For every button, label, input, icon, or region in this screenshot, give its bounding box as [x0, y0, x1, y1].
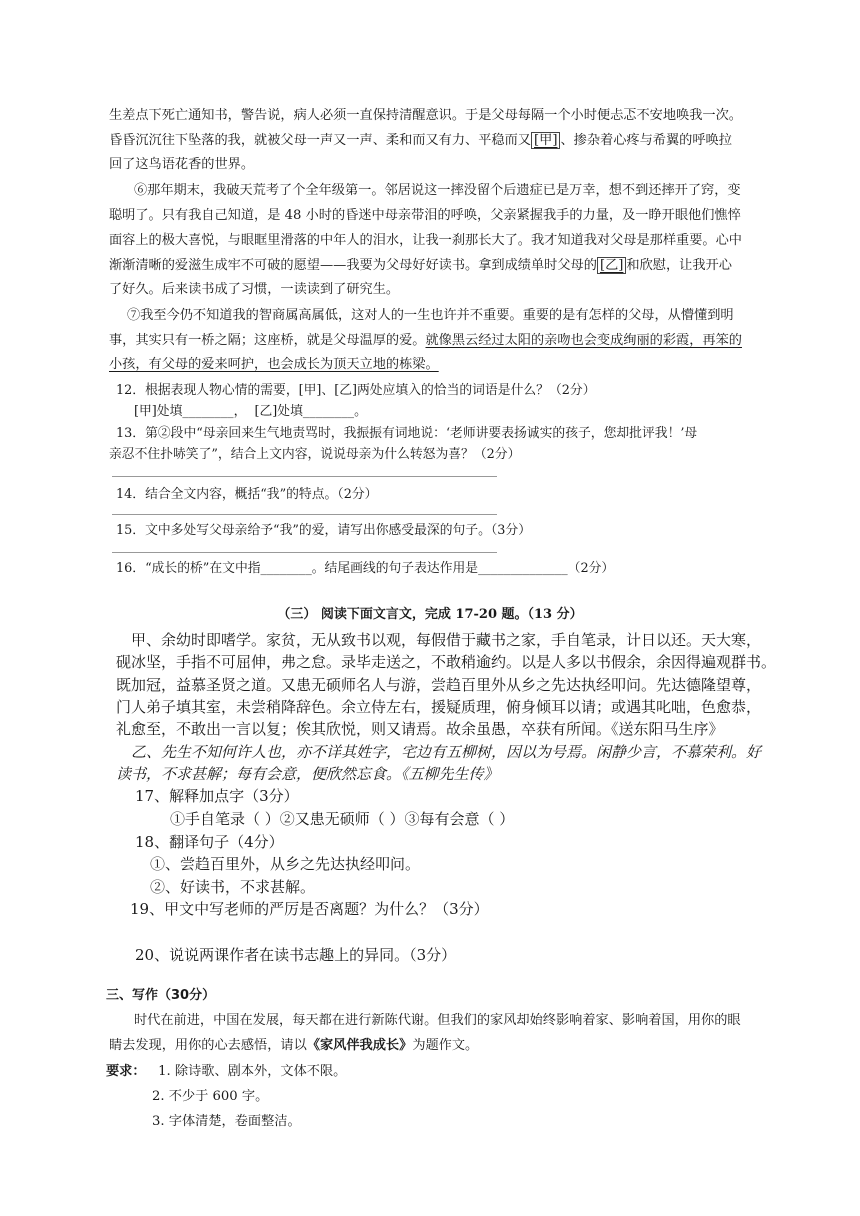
requirement-1: 1. 除诗歌、剧本外，文体不限。: [158, 1064, 347, 1079]
writing-prompt-line: 时代在前进，中国在发展，每天都在进行新陈代谢。但我们的家风却始终影响着家、影响着国，用你的眼: [134, 1013, 741, 1028]
question-12: 12．根据表现人物心情的需要，[甲]、[乙]两处应填入的恰当的词语是什么？（2分）: [116, 383, 596, 398]
question-13: 13．第②段中“母亲回来生气地责骂时，我振振有词地说：‘老师讲要表扬诚实的孩子，您却批评我！’母: [116, 426, 698, 441]
blank-jia: [甲]: [531, 132, 560, 149]
classical-jia-line: 既加冠，益慕圣贤之道。又患无硕师名人与游，尝趋百里外从乡之先达执经叩问。先达德隆望尊，: [116, 676, 762, 694]
requirements-label: 要求：: [106, 1064, 146, 1079]
question-19: 19、甲文中写老师的严厉是否离题？为什么？（3分）: [130, 900, 489, 918]
passage-text: 和欣慰，让我开心: [626, 258, 732, 273]
answer-line: [112, 552, 497, 553]
passage-text: 渐渐清晰的爱滋生成牢不可破的愿望——我要为父母好好读书。拿到成绩单时父母的: [109, 258, 597, 273]
classical-jia-line: 砚冰坚，手指不可屈伸，弗之怠。录毕走送之，不敢稍逾约。以是人多以书假余，余因得遍观群书。: [116, 653, 777, 671]
passage-line: [109, 131, 800, 151]
passage-line: 了好久。后来读书成了习惯，一读读到了研究生。: [109, 282, 400, 297]
requirement-1-line: [106, 1062, 800, 1082]
essay-title: 《家风伴我成长》: [306, 1038, 413, 1053]
underlined-sentence: 就像黑云经过太阳的亲吻也会变成绚丽的彩霞，再笨的: [425, 333, 742, 348]
writing-prompt-line: [109, 1036, 800, 1056]
writing-text: 为题作文。: [412, 1038, 479, 1053]
question-14: 14．结合全文内容，概括“我”的特点。（2分）: [116, 487, 378, 502]
passage-line: [109, 256, 800, 276]
question-13-cont: 亲忍不住扑哧笑了”，结合上文内容，说说母亲为什么转怒为喜？（2分）: [109, 447, 521, 462]
classical-jia-line: 甲、余幼时即嗜学。家贫，无从致书以观，每假借于藏书之家，手自笔录，计日以还。天大寒，: [131, 631, 762, 649]
question-20: 20、说说两课作者在读书志趣上的异同。（3分）: [135, 946, 457, 964]
question-17-items: ①手自笔录（ ）②又患无硕师（ ）③每有会意（ ）: [170, 810, 515, 828]
passage-text: 事，其实只有一桥之隔；这座桥，就是父母温厚的爱。: [109, 333, 426, 348]
writing-text: 睛去发现，用你的心去感悟，请以: [109, 1038, 307, 1053]
section-title: （三） 阅读下面文言文，完成 17-20 题。（13 分）: [277, 607, 583, 622]
classical-jia-line: 礼愈至，不敢出一言以复；俟其欣悦，则又请焉。故余虽愚，卒获有所闻。《送东阳马生序》: [116, 720, 724, 738]
passage-line: 面容上的极大喜悦，与眼眶里滑落的中年人的泪水，让我一刹那长大了。我才知道我对父母是那样重要。心中: [109, 233, 742, 248]
classical-yi-line: 读书，不求甚解；每有会意，便欣然忘食。《五柳先生传》: [116, 765, 499, 783]
question-16: 16．“成长的桥”在文中指________。结尾画线的句子表达作用是______________（2分）: [116, 561, 615, 576]
passage-line: ⑥那年期末，我破天荒考了个全年级第一。邻居说这一摔没留个后遗症已是万幸，想不到还摔开了窍，变: [134, 183, 741, 198]
passage-line: 回了这鸟语花香的世界。: [109, 157, 255, 172]
passage-line: [109, 355, 800, 375]
answer-line: [112, 476, 497, 477]
question-15: 15．文中多处写父母亲给予“我”的爱，请写出你感受最深的句子。（3分）: [116, 523, 532, 538]
question-18-2: ②、好读书，不求甚解。: [150, 878, 316, 896]
passage-line: 聪明了。只有我自己知道，是 48 小时的昏迷中母亲带泪的呼唤，父亲紧握我手的力量，及一睁开眼他们憔悴: [109, 208, 741, 223]
question-12-fill: [134, 402, 800, 422]
passage-line: [109, 331, 800, 351]
classical-yi-line: 乙、先生不知何许人也，亦不详其姓字，宅边有五柳树，因以为号焉。闲静少言，不慕荣利。好: [131, 743, 762, 761]
passage-line: ⑦我至今仍不知道我的智商属高属低，这对人的一生也许并不重要。重要的是有怎样的父母，从懵懂到明: [127, 308, 734, 323]
fill-yi: [乙]处填________。: [254, 404, 367, 419]
question-17: 17、解释加点字（3分）: [135, 787, 299, 805]
passage-text: 、掺杂着心疼与希翼的呼唤拉: [560, 133, 732, 148]
writing-heading: 三、写作（30分）: [106, 988, 216, 1003]
underlined-sentence: 小孩，有父母的爱来呵护，也会成长为顶天立地的栋梁。: [109, 357, 439, 372]
question-18: 18、翻译句子（4分）: [135, 833, 284, 851]
requirement-3: 3. 字体清楚，卷面整洁。: [152, 1114, 301, 1129]
question-18-1: ①、尝趋百里外，从乡之先达执经叩问。: [150, 855, 421, 873]
fill-jia: [甲]处填________，: [134, 404, 247, 419]
classical-jia-line: 门人弟子填其室，未尝稍降辞色。余立侍左右，援疑质理，俯身倾耳以请；或遇其叱咄，色愈恭，: [116, 698, 762, 716]
answer-line: [112, 514, 497, 515]
blank-yi: [乙]: [597, 257, 626, 274]
passage-text: 昏昏沉沉往下坠落的我，就被父母一声又一声、柔和而又有力、平稳而又: [109, 133, 531, 148]
requirement-2: 2. 不少于 600 字。: [152, 1089, 269, 1104]
passage-line: 生差点下死亡通知书，警告说，病人必须一直保持清醒意识。于是父母每隔一个小时便忐忑不安地唤我一次。: [109, 108, 742, 123]
